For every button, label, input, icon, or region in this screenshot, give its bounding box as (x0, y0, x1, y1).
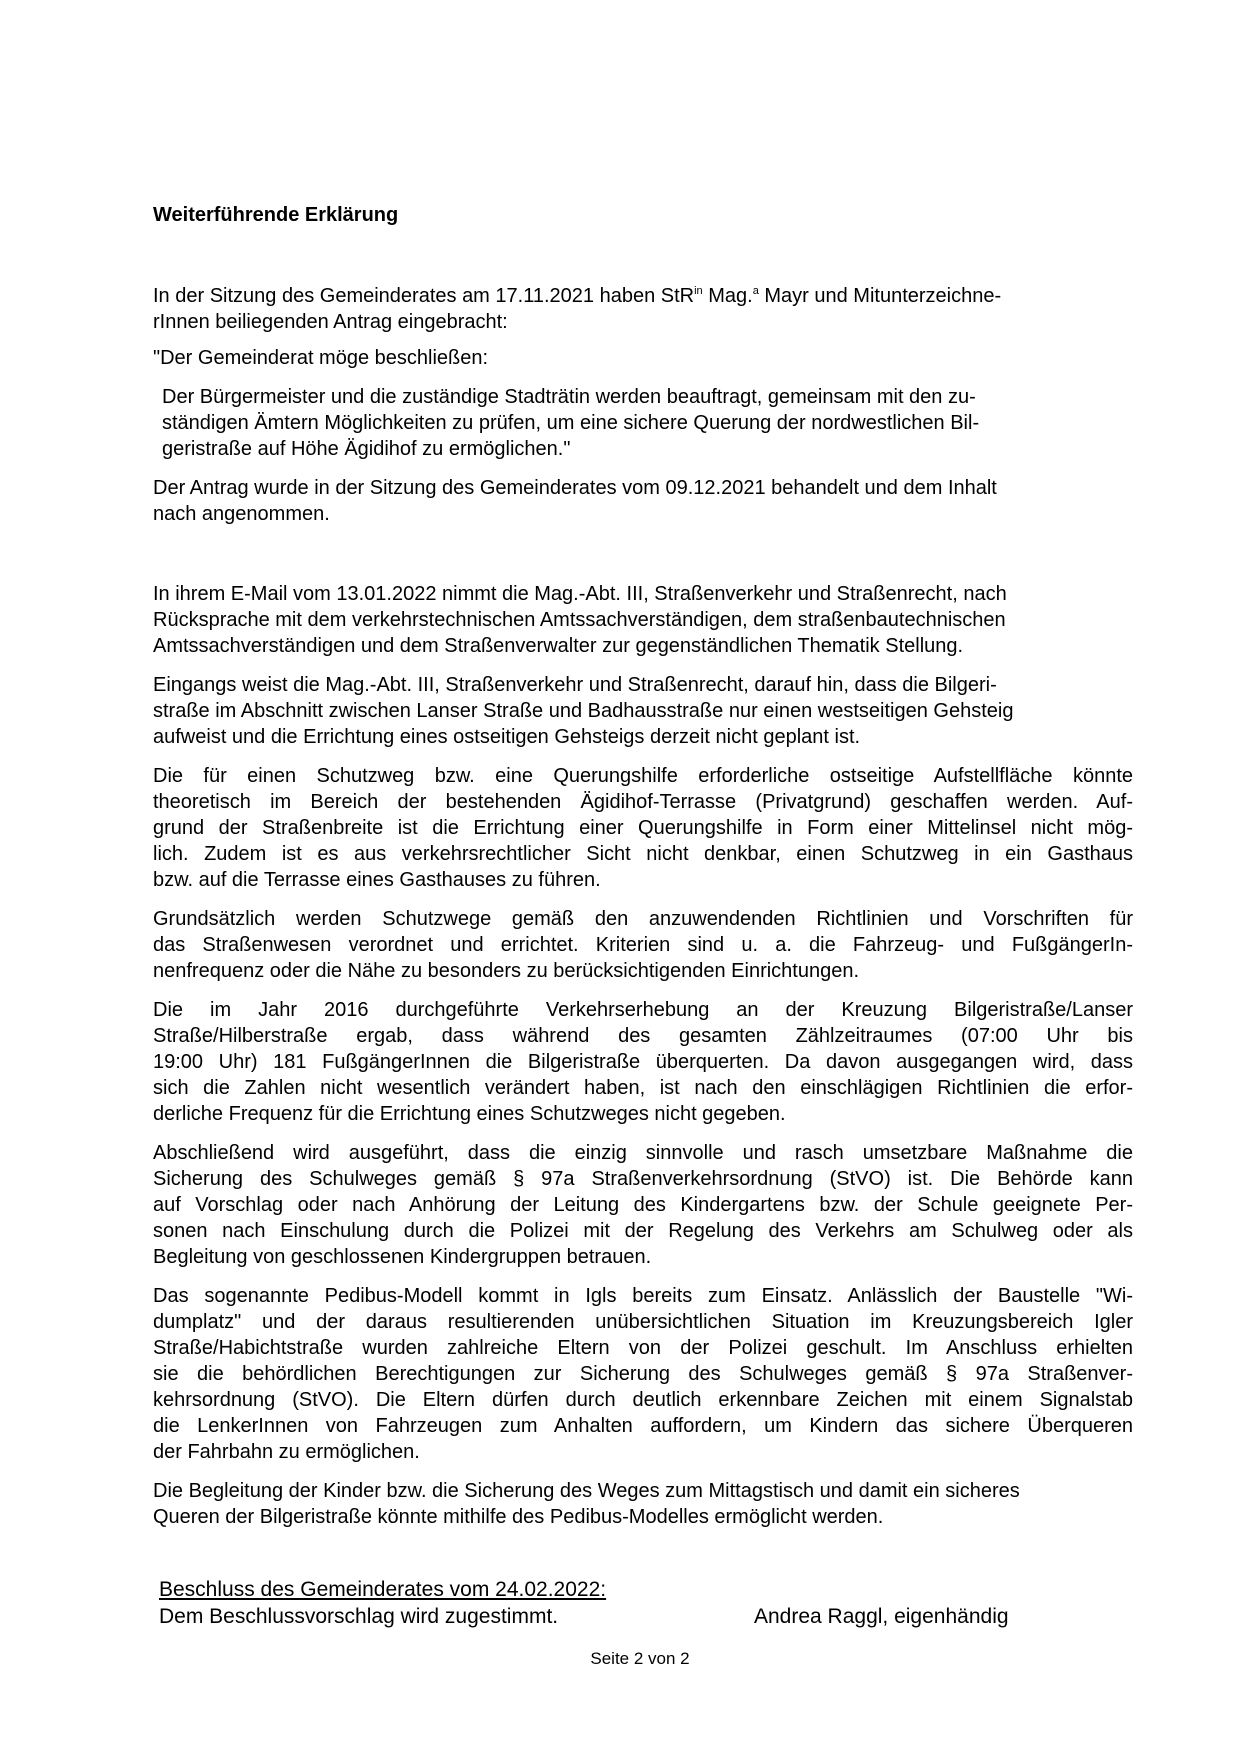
email-line: Amtssachverständigen und dem Straßenverwalter zur gegenständlichen Thematik Stellung. (153, 635, 964, 657)
email-line: In ihrem E-Mail vom 13.01.2022 nimmt die Mag.-Abt. III, Straßenverkehr und Straßenrecht, nach (153, 583, 1007, 605)
intro-text-c: Mayr und Mitunterzeichne- (758, 285, 1002, 307)
conclusion-line: auf Vorschlag oder nach Anhörung der Leitung des Kindergartens bzw. der Schule geeignete Per- (153, 1194, 1133, 1216)
motion-intro (153, 345, 1133, 371)
escort-line: Die Begleitung der Kinder bzw. die Sicherung des Weges zum Mittagstisch und damit ein sicheres (153, 1480, 1020, 1502)
pedibus-line: sie die behördlichen Berechtigungen zur Sicherung des Schulweges gemäß § 97a Straßenver- (153, 1363, 1133, 1385)
survey-line: Die im Jahr 2016 durchgeführte Verkehrserhebung an der Kreuzung Bilgeristraße/Lanser (153, 999, 1133, 1021)
crossing-paragraph (153, 763, 1133, 893)
conclusion-line: sonen nach Einschulung durch die Polizei mit der Regelung des Verkehrs am Schulweg oder als (153, 1220, 1133, 1242)
principles-line: das Straßenwesen verordnet und errichtet. Kriterien sind u. a. die Fahrzeug- und FußgängerIn- (153, 934, 1133, 956)
document-heading: Weiterführende Erklärung (153, 204, 399, 226)
treated-line: Der Antrag wurde in der Sitzung des Gemeinderates vom 09.12.2021 behandelt und dem Inhalt (153, 477, 997, 499)
resolution-title: Beschluss des Gemeinderates vom 24.02.2022: (159, 1578, 607, 1601)
intro-line-1 (153, 283, 1133, 309)
conclusion-line: Sicherung des Schulweges gemäß § 97a Straßenverkehrsordnung (StVO) ist. Die Behörde kann (153, 1168, 1133, 1190)
survey-line: Straße/Hilberstraße ergab, dass während des gesamten Zählzeitraumes (07:00 Uhr bis (153, 1025, 1133, 1047)
treated-paragraph (153, 475, 1133, 527)
sidewalk-paragraph (153, 672, 1133, 750)
principles-paragraph (153, 906, 1133, 984)
survey-line: derliche Frequenz für die Errichtung eines Schutzweges nicht gegeben. (153, 1103, 786, 1125)
motion-line: ständigen Ämtern Möglichkeiten zu prüfen, um eine sichere Querung der nordwestlichen Bil- (162, 412, 980, 434)
email-line: Rücksprache mit dem verkehrstechnischen Amtssachverständigen, dem straßenbautechnischen (153, 609, 1006, 631)
motion-line: Der Bürgermeister und die zuständige Stadträtin werden beauftragt, gemeinsam mit den zu- (162, 386, 976, 408)
intro-text-b: Mag. (702, 285, 753, 307)
treated-line: nach angenommen. (153, 503, 330, 525)
email-paragraph (153, 581, 1133, 659)
page-number: Seite 2 von 2 (590, 1649, 690, 1668)
escort-line: Queren der Bilgeristraße könnte mithilfe des Pedibus-Modelles ermöglicht werden. (153, 1506, 884, 1528)
survey-paragraph (153, 997, 1133, 1127)
superscript-a: a (752, 285, 759, 297)
sidewalk-line: aufweist und die Errichtung eines ostseitigen Gehsteigs derzeit nicht geplant ist. (153, 726, 861, 748)
principles-line: Grundsätzlich werden Schutzwege gemäß den anzuwendenden Richtlinien und Vorschriften für (153, 908, 1133, 930)
sidewalk-line: Eingangs weist die Mag.-Abt. III, Straßenverkehr und Straßenrecht, darauf hin, dass die Bilgeri- (153, 674, 997, 696)
crossing-line: lich. Zudem ist es aus verkehrsrechtlicher Sicht nicht denkbar, einen Schutzweg in ein Gasthaus (153, 843, 1133, 865)
pedibus-line: Das sogenannte Pedibus-Modell kommt in Igls bereits zum Einsatz. Anlässlich der Baustelle "Wi- (153, 1285, 1133, 1307)
superscript-in: in (694, 285, 703, 297)
principles-line: nenfrequenz oder die Nähe zu besonders zu berücksichtigenden Einrichtungen. (153, 960, 860, 982)
sidewalk-line: straße im Abschnitt zwischen Lanser Straße und Badhausstraße nur einen westseitigen Gehsteig (153, 700, 1014, 722)
motion-text (162, 384, 1133, 462)
motion-line: geristraße auf Höhe Ägidihof zu ermöglichen." (162, 438, 571, 460)
crossing-line: bzw. auf die Terrasse eines Gasthauses zu führen. (153, 869, 601, 891)
resolution-text: Dem Beschlussvorschlag wird zugestimmt. (159, 1605, 559, 1628)
pedibus-line: der Fahrbahn zu ermöglichen. (153, 1441, 420, 1463)
intro-paragraph (153, 283, 1133, 335)
conclusion-paragraph (153, 1140, 1133, 1270)
survey-line: sich die Zahlen nicht wesentlich verändert haben, ist nach den einschlägigen Richtlinien die erfor- (153, 1077, 1133, 1099)
pedibus-line: Straße/Habichtstraße wurden zahlreiche Eltern von der Polizei geschult. Im Anschluss erhielten (153, 1337, 1133, 1359)
crossing-line: grund der Straßenbreite ist die Errichtung einer Querungshilfe in Form einer Mittelinsel nicht mög- (153, 817, 1133, 839)
conclusion-line: Begleitung von geschlossenen Kindergruppen betrauen. (153, 1246, 652, 1268)
pedibus-line: die LenkerInnen von Fahrzeugen zum Anhalten auffordern, um Kindern das sichere Überqueren (153, 1415, 1133, 1437)
survey-line: 19:00 Uhr) 181 FußgängerInnen die Bilgeristraße überquerten. Da davon ausgegangen wird, dass (153, 1051, 1133, 1073)
crossing-line: theoretisch im Bereich der bestehenden Ägidihof-Terrasse (Privatgrund) geschaffen werden. Auf- (153, 791, 1133, 813)
motion-intro-line: "Der Gemeinderat möge beschließen: (153, 347, 489, 369)
pedibus-paragraph (153, 1283, 1133, 1465)
resolution-block (159, 1576, 606, 1630)
crossing-line: Die für einen Schutzweg bzw. eine Querungshilfe erforderliche ostseitige Aufstellfläche könnte (153, 765, 1133, 787)
escort-paragraph (153, 1478, 1133, 1530)
intro-text-a: In der Sitzung des Gemeinderates am 17.11.2021 haben StR (153, 285, 695, 307)
conclusion-line: Abschließend wird ausgeführt, dass die einzig sinnvolle und rasch umsetzbare Maßnahme die (153, 1142, 1133, 1164)
pedibus-line: dumplatz" und der daraus resultierenden unübersichtlichen Situation im Kreuzungsbereich Igler (153, 1311, 1133, 1333)
signature: Andrea Raggl, eigenhändig (754, 1605, 1009, 1628)
pedibus-line: kehrsordnung (StVO). Die Eltern dürfen durch deutlich erkennbare Zeichen mit einem Signalstab (153, 1389, 1133, 1411)
intro-line-2: rInnen beiliegenden Antrag eingebracht: (153, 311, 508, 333)
